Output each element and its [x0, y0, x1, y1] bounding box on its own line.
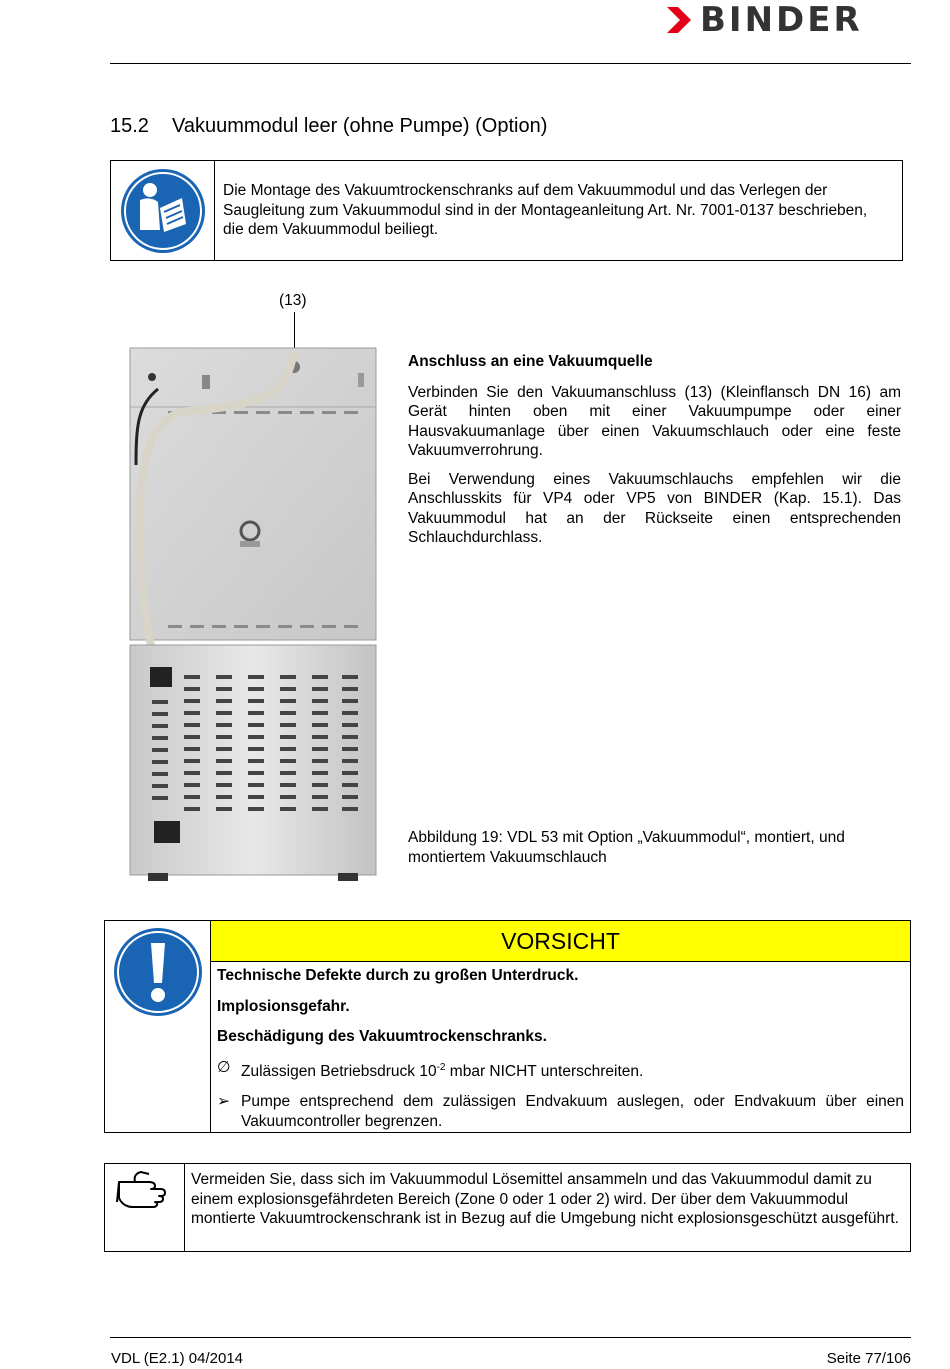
callout-label: (13)	[279, 292, 307, 309]
note-text: Vermeiden Sie, dass sich im Vakuummodul Lösemittel ansammeln und das Vakuummodul damit zu einem explosionsgefährdeten Bereich (Zone 0 oder 1 oder 2) wird. Der über dem Vakuummodul montierte Vakuumtrockenschrank ist in Bezug auf die Umgebung nicht explosionsgeschützt ausgeführt.	[191, 1171, 899, 1227]
connection-heading: Anschluss an eine Vakuumquelle	[408, 353, 653, 370]
binder-logo-mark-icon	[664, 5, 694, 35]
warning-icon-cell	[105, 921, 211, 1132]
arrow-bullet-icon: ➢	[217, 1093, 230, 1111]
warning-item-1-exponent: -2	[436, 1061, 446, 1073]
footer-rule	[110, 1337, 911, 1338]
warning-item-1	[217, 1058, 904, 1082]
warning-line-3: Beschädigung des Vakuumtrockenschranks.	[217, 1028, 547, 1045]
connection-text	[408, 352, 901, 557]
warning-item-1-text	[241, 1058, 904, 1082]
header-rule	[110, 63, 911, 64]
connection-paragraph-1: Verbinden Sie den Vakuumanschluss (13) (Kleinflansch DN 16) am Gerät hinten oben mit einer Vakuumpumpe oder einer Hausvakuumanlage über einen Vakuumschlauch oder eine feste Vakuumverrohrung.	[408, 383, 901, 459]
read-manual-icon	[120, 168, 206, 254]
exclamation-icon	[113, 927, 203, 1017]
note-icon-cell	[105, 1164, 185, 1251]
binder-logo	[664, 2, 914, 38]
connection-paragraph-2: Bei Verwendung eines Vakuumschlauchs empfehlen wir die Anschlusskits für VP4 oder VP5 von BINDER (Kap. 15.1). Das Vakuummodul hat an der Rückseite einen entsprechenden Schlauchdurchlass.	[408, 470, 901, 546]
info-icon-cell	[111, 161, 215, 260]
warning-item-2	[217, 1092, 904, 1131]
prohibited-symbol-icon: ∅	[217, 1058, 231, 1076]
section-number: 15.2	[110, 115, 149, 137]
brand-name: BINDER	[700, 0, 863, 40]
footer-page-number: Seite 77/106	[826, 1350, 911, 1367]
info-text: Die Montage des Vakuumtrockenschranks auf dem Vakuummodul und das Verlegen der Saugleitung zum Vakuummodul sind in der Montageanleitung Art. Nr. 7001-0137 beschrieben, die dem Vakuummodul beiliegt.	[223, 182, 868, 238]
warning-line-2: Implosionsgefahr.	[217, 997, 350, 1015]
warning-item-1-before: Zulässigen Betriebsdruck 10	[241, 1062, 437, 1080]
device-photo	[128, 345, 380, 885]
figure-caption: Abbildung 19: VDL 53 mit Option „Vakuummodul“, montiert, und montiertem Vakuumschlauch	[408, 829, 845, 866]
note-box	[104, 1163, 911, 1252]
warning-box	[104, 920, 911, 1133]
section-title	[110, 115, 547, 138]
warning-item-1-after: mbar NICHT unterschreiten.	[445, 1062, 644, 1080]
warning-line-1: Technische Defekte durch zu großen Unterdruck.	[217, 967, 579, 984]
warning-content	[211, 921, 910, 1132]
footer-document-id: VDL (E2.1) 04/2014	[111, 1350, 244, 1367]
warning-signal-word: VORSICHT	[211, 921, 910, 962]
info-box	[110, 160, 903, 261]
pointing-hand-icon	[115, 1168, 175, 1208]
section-title-text: Vakuummodul leer (ohne Pumpe) (Option)	[172, 115, 548, 137]
warning-item-2-text: Pumpe entsprechend dem zulässigen Endvakuum auslegen, oder Endvakuum über einen Vakuumcontroller begrenzen.	[241, 1093, 904, 1130]
warning-body	[211, 962, 910, 1142]
